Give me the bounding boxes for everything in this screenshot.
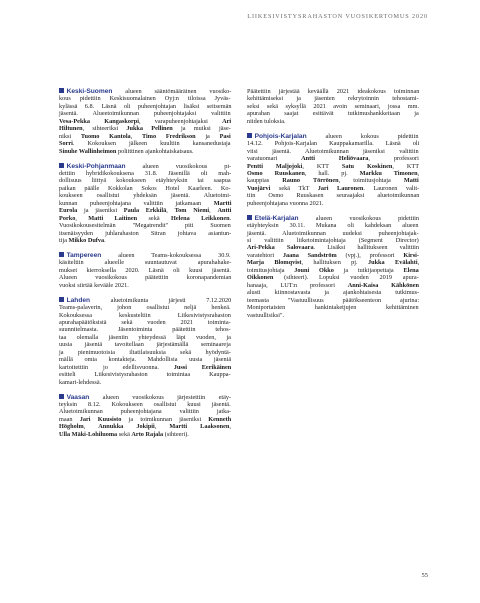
text-line (59, 394, 231, 401)
person-name: Jussi Eerikäinen (173, 363, 232, 371)
text-run: , hall. pj. (304, 169, 360, 177)
text-run: tija (59, 237, 69, 245)
person-name: Anni-Kaisa Kähkönen (347, 281, 419, 289)
person-name: Pentti Maljojoki (247, 162, 303, 170)
text-line (247, 148, 419, 155)
region-section (59, 394, 231, 439)
text-run: alusti kiinnostavasta ja ajankohtaisesta tutkimus- (247, 289, 420, 297)
text-line (247, 110, 419, 117)
text-run: ja muiksi jäse- (172, 125, 231, 133)
text-run: kartoitettiin jo edellisvuonna. (59, 363, 174, 371)
text-line (247, 133, 419, 140)
text-run: kauppias (247, 177, 283, 185)
text-run: mällä omia kontakteja. Mahdollisia uusia jäseniä (59, 356, 232, 364)
text-run: viisi jäsentä. Aluetoimikunnan jäseniksi valittiin (247, 147, 419, 155)
person-name: Matti (403, 177, 419, 185)
person-name: Jari Kuusisto (79, 415, 122, 423)
text-line (59, 304, 231, 311)
region-name: Keski-Pohjanmaan (66, 162, 126, 170)
text-run: käsiteltiin alueelle suuntautuvat apurahahake- (59, 259, 232, 267)
text-line (247, 200, 419, 207)
person-name: Osmo Ruuskanen (247, 169, 305, 177)
text-run: Vuosikokousesitelmän "Megatrendit" piti Suomen (59, 222, 231, 230)
text-run: , sihteeriksi (82, 125, 127, 133)
text-line (59, 408, 231, 415)
text-run: Kokouksessa keskusteltiin Liikesivistysrahaston (59, 311, 231, 319)
text-line (247, 192, 419, 199)
person-name: Arto Rajala (131, 430, 164, 438)
text-line (247, 95, 419, 102)
text-line (59, 326, 231, 333)
text-line (59, 125, 231, 132)
text-line (59, 222, 231, 229)
person-name: Jari Lauronen (317, 184, 364, 192)
person-name: Helena Leikkonen (170, 214, 230, 222)
text-line (59, 356, 231, 363)
person-name: Markku Timonen (359, 169, 418, 177)
text-line (247, 259, 419, 266)
text-line (59, 312, 231, 319)
square-bullet-icon (59, 163, 64, 168)
text-run: ja toimikunnan jäseniksi (121, 415, 209, 423)
text-run: hanaaja, LUT:n professori (247, 281, 348, 289)
text-line (247, 244, 419, 251)
text-run: maan (59, 415, 80, 423)
region-section (59, 163, 231, 245)
person-name: Paula Erkkilä (123, 207, 167, 215)
text-line (59, 401, 231, 408)
text-run: Alueen vuosikokous päätettiin koronapandemian (59, 274, 232, 282)
square-bullet-icon (247, 133, 252, 138)
text-run: alueen vuosikokous järjestettiin etäy- (89, 393, 232, 401)
text-line (247, 118, 419, 125)
text-run: teemasta "Vastuullisuus päätökseenteon ajurina: (247, 296, 420, 304)
text-line (59, 371, 231, 378)
text-line (59, 319, 231, 326)
text-run: varatuomari (247, 155, 302, 163)
text-line (59, 431, 231, 438)
text-run: ja (195, 132, 220, 140)
text-line (59, 95, 231, 102)
text-line (247, 297, 419, 304)
text-run: seksi sekä syksyllä 2021 avoin seminaari, jossa mm. (247, 102, 420, 110)
person-name: Pasi (219, 132, 231, 140)
text-run: suunnitelmasta. Jäsentoiminta päätettiin tehos- (59, 326, 231, 334)
person-name: Hiltunen (59, 125, 83, 133)
text-line (59, 215, 231, 222)
square-bullet-icon (59, 88, 64, 93)
person-name: Kirsi- (403, 251, 419, 259)
text-line (247, 177, 419, 184)
text-run: teyksin 8.12. Kokoukseen osallistui kuusi jäsentä. (59, 400, 231, 408)
text-run: si valittiin liiketoimintajohtaja (Segment Director) (247, 237, 419, 245)
text-line (59, 416, 231, 423)
person-name: Jouni Okko (294, 266, 334, 274)
text-run: kylässä 6.8. Läsnä oli puheenjohtajan lisäksi seitsemän (59, 102, 232, 110)
text-run: taa olemalla jäseniin yhteydessä läpi vuoden, ja (59, 333, 231, 341)
text-line (59, 185, 231, 192)
text-line (59, 259, 231, 266)
text-run: apurahan saajat esittävät tutkimushankkeitaan ja (247, 110, 419, 118)
text-run: ja tutkijaopettaja (333, 266, 404, 274)
person-name: Annukka Jokipii (98, 423, 155, 431)
person-name: Ari (222, 117, 232, 125)
person-name: Eurola (59, 207, 78, 215)
text-run: vastuullisiksi". (247, 311, 285, 319)
text-line (59, 148, 231, 155)
person-name: Högholm (59, 423, 84, 431)
text-run: . Lauronen valit- (363, 184, 420, 192)
text-run: poliittinen ajankohtaiskatsaus. (116, 147, 194, 155)
left-column (59, 88, 231, 446)
text-run: jäsentä. Alueetoimikunnan puheenjohtajaksi valittiin (59, 110, 231, 118)
text-run: niiden tuloksia. (247, 117, 286, 125)
person-name: Vuojärvi (247, 184, 271, 192)
right-column (247, 88, 419, 326)
person-name: Tuomo Kantola (80, 132, 131, 140)
person-name: Martti Laaksonen (169, 423, 230, 431)
text-run: , (166, 207, 175, 215)
text-run: . (229, 214, 232, 222)
text-run: puheenjohtajana vuonna 2021. (247, 199, 324, 207)
person-name: Antti (217, 207, 232, 215)
running-head: LIIKESIVISTYSRAHASTON VUOSIKERTOMUS 2020 (247, 13, 428, 20)
text-run: dettiin hybridikokouksena 31.8. Jäsenillä oli mah- (59, 169, 232, 177)
person-name: Martti (213, 199, 232, 207)
text-run: (vpj.), professori (336, 251, 404, 259)
text-line (247, 163, 419, 170)
text-line (247, 237, 419, 244)
person-name: Ari-Pekka Salovaara (247, 244, 314, 252)
text-line (59, 267, 231, 274)
square-bullet-icon (247, 215, 252, 220)
text-line (59, 140, 231, 147)
region-name: Vaasan (66, 393, 90, 401)
region-section (247, 88, 419, 125)
person-name: Jukka Evälahti (367, 259, 418, 267)
person-name: Satu Koskinen (341, 162, 393, 170)
text-run: niksi (59, 132, 81, 140)
person-name: Mikko Dufva (68, 237, 105, 245)
text-line (247, 289, 419, 296)
text-run: , varapuheenjohtajaksi (138, 117, 223, 125)
text-run: dollisuus liittyä kokoukseen etäyhteyksin tai saapua (59, 177, 231, 185)
text-line (247, 170, 419, 177)
text-run: alueen vuosikokous pi- (125, 162, 232, 170)
text-line (59, 118, 231, 125)
text-run: kamari-lehdessä. (59, 378, 102, 386)
text-line (59, 103, 231, 110)
text-run: , KTT (392, 162, 420, 170)
person-name: Sinuhe Wallinheimon (59, 147, 117, 155)
text-line (59, 192, 231, 199)
text-run: , professori (368, 155, 419, 163)
text-line (59, 200, 231, 207)
text-run: kehittämiseksi ja jäsenten rekrytoinnin tehostami- (247, 95, 419, 103)
text-line (59, 364, 231, 371)
page-number: 55 (421, 572, 428, 579)
text-run: etäyhteyksin 30.11. Mukana oli kahdeksan alueen (247, 222, 419, 230)
text-run: mukset kierroksella 2020. Läsnä oli kuusi jäsentä. (59, 266, 231, 274)
person-name: Matti Laitinen (88, 214, 138, 222)
text-line (247, 304, 419, 311)
square-bullet-icon (59, 394, 64, 399)
text-line (247, 282, 419, 289)
person-name: Ulla Mäki-Lohiluoma (59, 430, 118, 438)
text-line (247, 88, 419, 95)
person-name: Sorri (59, 140, 73, 148)
text-line (247, 252, 419, 259)
text-run: sekä (117, 430, 132, 438)
text-line (247, 103, 419, 110)
text-run: varatehtori (247, 251, 283, 259)
text-line (59, 177, 231, 184)
text-line (59, 207, 231, 214)
region-section (247, 215, 419, 319)
text-run: , (417, 169, 420, 177)
person-name: Timo Fredrikson (141, 132, 196, 140)
text-line (247, 312, 419, 319)
text-run: jäsentä. Aluetoimikunnan uudeksi puheenjohtajak- (247, 229, 419, 237)
person-name: Rauno Törrönen (282, 177, 339, 185)
text-line (247, 185, 419, 192)
text-run: , (417, 259, 420, 267)
text-run: . Lisäksi hallitukseen valittiin (313, 244, 420, 252)
text-line (59, 133, 231, 140)
person-name: Antti Heliövaara (301, 155, 369, 163)
text-run: , (209, 207, 218, 215)
text-line (59, 230, 231, 237)
person-name: Kenneth (208, 415, 232, 423)
text-run: ja jäseniksi (77, 207, 124, 215)
text-run: itsenäisyyden juhlarahaston Sitran johtava asiantun- (59, 229, 232, 237)
text-run: alueen vuosikokous pidettiin (298, 214, 420, 222)
text-line (247, 230, 419, 237)
person-name: Jaana Sandström (282, 251, 337, 259)
text-run: , (154, 423, 170, 431)
text-run: Päätettiin järjestää keväällä 2021 ideakokous toiminnan (247, 88, 420, 95)
text-line (59, 170, 231, 177)
text-line (59, 163, 231, 170)
text-line (59, 423, 231, 430)
text-run: toimitusjohtaja (247, 266, 295, 274)
text-line (247, 140, 419, 147)
text-run: , KTT (302, 162, 342, 170)
person-name: Tom Niemi (174, 207, 210, 215)
text-line (247, 274, 419, 281)
region-name: Etelä-Karjalan (254, 214, 299, 222)
person-name: Oikkonen (247, 274, 274, 282)
region-name: Lahden (66, 296, 91, 304)
text-run: . (104, 237, 106, 245)
text-line (247, 155, 419, 162)
person-name: Marja Blomqvist (247, 259, 302, 267)
text-run: koukseen osallistui yhdeksän jäsentä. Aluetoimi- (59, 192, 232, 200)
text-run: sekä TkT (270, 184, 318, 192)
text-run: , (130, 132, 142, 140)
text-line (247, 222, 419, 229)
text-line (59, 274, 231, 281)
region-name: Keski-Suomen (66, 88, 113, 95)
text-run: apurahapäätöksistä sekä vuoden 2021 toiminta- (59, 319, 231, 326)
person-name: Jukka Pellinen (126, 125, 173, 133)
square-bullet-icon (59, 297, 64, 302)
text-run: alueen sääntömääräinen vuosiko- (112, 88, 232, 95)
region-section (59, 88, 231, 155)
text-line (59, 237, 231, 244)
text-run: sekä (137, 214, 171, 222)
text-run: paikan päälle Kokkolan Sokos Hotel Kaarleen. Ko- (59, 184, 231, 192)
text-run: Teams-palaverin, johon osallistui neljä henkeä. (59, 304, 231, 312)
text-line (247, 215, 419, 222)
text-run: kunnan puheenjohtajana valittiin jatkamaan (59, 199, 214, 207)
text-line (59, 282, 231, 289)
text-run: , toimitusjohtaja (338, 177, 404, 185)
text-line (59, 88, 231, 95)
region-section (247, 133, 419, 208)
text-line (59, 110, 231, 117)
person-name: Vesa-Pekka Kangaskorpi (59, 117, 139, 125)
text-run: vuoksi siirtää kevääle 2021. (59, 281, 129, 289)
text-line (59, 297, 231, 304)
square-bullet-icon (59, 252, 64, 257)
region-name: Tampereen (66, 251, 102, 259)
text-run: Moniportaisten hankintaketjujen kehittäminen (247, 304, 419, 312)
text-run: Aluetoimikunnan puheenjohtajana valittiin jatka- (59, 408, 232, 416)
text-line (59, 334, 231, 341)
region-section (59, 252, 231, 289)
text-line (59, 341, 231, 348)
text-run: , (229, 423, 231, 431)
text-run: esitteli Liikesivistysrahaston toimintaa Kauppa- (59, 371, 231, 379)
text-run: kous pidettiin Keskisuomalainen Oyj:n tiloissa Jyväs- (59, 95, 231, 103)
text-run: . Kokouksen jälkeen kuultiin kansanedustaja (72, 140, 231, 148)
text-line (59, 349, 231, 356)
text-run: , hallituksen pj. (301, 259, 368, 267)
text-run: 14.12. Pohjois-Karjalan Kauppakamarilla. Läsnä oli (247, 140, 420, 148)
text-line (59, 252, 231, 259)
person-name: Elena (403, 266, 419, 274)
region-section (59, 297, 231, 386)
text-run: aluetoimikunta järjesti 7.12.2020 (90, 296, 232, 304)
text-run: (sihteeri). (163, 430, 189, 438)
text-line (247, 267, 419, 274)
text-run: uusia jäseniä tavoitellaan järjestämällä seminaareja (59, 341, 231, 349)
text-run: alueen kokous pidettiin (306, 132, 419, 140)
text-run: ja pienimuotoisia iltatilaisuuksia sekä hyödyntä- (59, 348, 231, 356)
region-name: Pohjois-Karjalan (254, 132, 307, 140)
text-run: tiin Osmo Ruuskasen seuraajaksi aluetoimikunnan (247, 192, 420, 200)
text-run: , (75, 214, 89, 222)
person-name: Porko (59, 214, 76, 222)
text-run: (sihteeri). Lopuksi vuoden 2019 apura- (273, 274, 419, 282)
text-run: alueen Teams-kokouksessa 30.9. (101, 251, 231, 259)
text-line (59, 379, 231, 386)
text-run: , (83, 423, 99, 431)
